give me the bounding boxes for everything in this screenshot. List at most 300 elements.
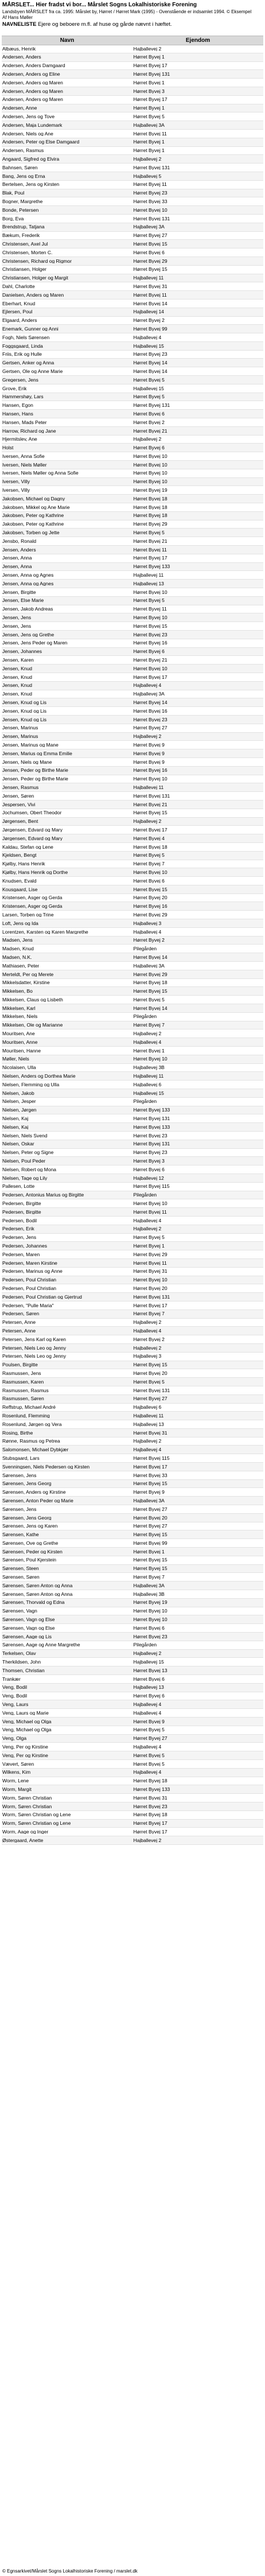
cell-name: Jensen, Jens — [2, 623, 32, 629]
cell-name: Jakobsen, Michael og Dagny — [2, 496, 65, 502]
table-row — [2, 818, 263, 826]
table-row — [2, 1582, 263, 1590]
cell-name: Christensen, Morten C. — [2, 250, 53, 255]
table-row — [2, 979, 263, 988]
table-row — [2, 257, 263, 266]
cell-property: Hørret Byvej 10 — [133, 471, 167, 476]
cell-property: Hajballevej 13 — [133, 1421, 164, 1427]
cell-property: Hørret Byvej 10 — [133, 453, 167, 459]
cell-property: Hajballevej 15 — [133, 1090, 164, 1096]
table-row — [2, 223, 263, 232]
cell-name: Jensen, Jens og Grethe — [2, 632, 54, 638]
cell-name: Worm, Lene — [2, 1778, 29, 1784]
cell-name: Rasmussen, Søren — [2, 1396, 44, 1401]
cell-property: Hørret Byvej 11 — [133, 547, 167, 553]
cell-property: Hørret Byvej 9 — [133, 742, 165, 748]
table-row — [2, 1633, 263, 1641]
list-label: NAVNELISTE — [2, 21, 37, 28]
cell-property: Hørret Byvej 27 — [133, 233, 167, 238]
cell-name: Veng, Michael og Olga — [2, 1727, 52, 1732]
cell-name: Mikkelsen, Bo — [2, 989, 33, 994]
table-row — [2, 605, 263, 614]
cell-property: Hørret Byvej 23 — [133, 1150, 167, 1155]
table-row — [2, 333, 263, 342]
cell-name: Mikkelsen, Karl — [2, 1005, 36, 1011]
table-row — [2, 1268, 263, 1276]
table-row — [2, 469, 263, 478]
cell-name: Petersen, Niels Leo og Jenny — [2, 1345, 67, 1351]
cell-property: Hørret Byvej 5 — [133, 1761, 165, 1767]
table-row — [2, 902, 263, 911]
cell-property: Hajballevej 2 — [133, 1226, 162, 1231]
cell-name: Brendstrup, Tatjana — [2, 224, 45, 230]
cell-name: Pedersen, Poul Christian — [2, 1277, 57, 1283]
cell-name: Kaldau, Stefan og Lene — [2, 844, 53, 850]
table-row — [2, 1539, 263, 1548]
cell-property: Hajballevej 4 — [133, 1447, 162, 1452]
table-row — [2, 436, 263, 444]
cell-name: Hansen, Hans — [2, 411, 33, 417]
cell-name: Kjølby, Hans Henrik og Dorthe — [2, 869, 68, 875]
cell-property: Hørret Byvej 1 — [133, 106, 165, 111]
table-row — [2, 546, 263, 554]
cell-name: Nielsen, Kaj — [2, 1116, 29, 1121]
cell-property: Hajballevej 12 — [133, 1175, 164, 1181]
cell-name: Veng, Per og Kirstine — [2, 1753, 48, 1758]
cell-name: Eberhart, Knud — [2, 301, 36, 306]
table-row — [2, 1514, 263, 1522]
table-row — [2, 1344, 263, 1353]
cell-name: Jensen, Knud og Lis — [2, 708, 47, 714]
cell-name: Jochumsen, Obert Theodor — [2, 810, 62, 815]
cell-property: Hørret Byvej 10 — [133, 869, 167, 875]
table-row — [2, 860, 263, 869]
table-row — [2, 1650, 263, 1658]
table-row — [2, 1149, 263, 1157]
cell-name: Jensen, Marinus — [2, 734, 38, 739]
cell-name: Albæus, Henrik — [2, 46, 36, 52]
cell-name: Mikkelsen, Ole og Marianne — [2, 1023, 63, 1028]
table-row — [2, 826, 263, 834]
table-row — [2, 1183, 263, 1191]
table-header — [2, 36, 263, 45]
table-row — [2, 1675, 263, 1684]
cell-property: Hørret Byvej 99 — [133, 1540, 167, 1546]
table-row — [2, 232, 263, 240]
table-row — [2, 987, 263, 996]
cell-property: Hørret Byvej 7 — [133, 1023, 165, 1028]
table-row — [2, 121, 263, 130]
cell-property: Hørret Byvej 1 — [133, 1048, 165, 1054]
cell-property: Hørret Byvej 18 — [133, 1778, 167, 1784]
cell-name: Andersen, Jens og Tove — [2, 114, 55, 119]
table-row — [2, 792, 263, 801]
table-row — [2, 1573, 263, 1582]
table-row — [2, 1276, 263, 1285]
table-row — [2, 1064, 263, 1073]
cell-name: Mikkelsen, Claus og Lisbeth — [2, 997, 63, 1003]
table-row — [2, 342, 263, 351]
table-row — [2, 1505, 263, 1514]
cell-property: Hørret Byvej 19 — [133, 488, 167, 493]
cell-property: Hørret Byvej 5 — [133, 1753, 165, 1758]
cell-property: Hørret Byvej 7 — [133, 861, 165, 867]
cell-property: Hørret Byvej 14 — [133, 368, 167, 374]
table-row — [2, 418, 263, 427]
cell-property: Hajballevej 4 — [133, 683, 162, 688]
cell-property: Hørret Byvej 131 — [133, 216, 170, 222]
cell-name: Christensen, Axel Jul — [2, 241, 48, 247]
table-row — [2, 665, 263, 673]
cell-property: Hørret Byvej 11 — [133, 1260, 167, 1266]
cell-property: Hørret Byvej 14 — [133, 301, 167, 306]
cell-property: Hørret Byvej 21 — [133, 802, 167, 807]
cell-name: Veng, Per og Kirstine — [2, 1744, 48, 1750]
table-row — [2, 1454, 263, 1463]
cell-name: Sørensen, Aage og Anne Margrethe — [2, 1642, 80, 1648]
table-row — [2, 112, 263, 121]
cell-property: Hørret Byvej 15 — [133, 267, 167, 272]
table-row — [2, 1123, 263, 1132]
cell-name: Kjeldsen, Bengt — [2, 853, 37, 858]
cell-property: Hørret Byvej 11 — [133, 607, 167, 612]
cell-name: Rasmussen, Jens — [2, 1370, 41, 1376]
cell-property: Hørret Byvej 4 — [133, 836, 165, 841]
cell-property: Hørret Byvej 5 — [133, 530, 165, 535]
table-row — [2, 1284, 263, 1293]
table-row — [2, 580, 263, 588]
cell-name: Pedersen, Birgitte — [2, 1209, 41, 1215]
cell-name: Hammershøy, Lars — [2, 394, 44, 399]
cell-name: Iversen, Anna Sofie — [2, 453, 45, 459]
table-row — [2, 87, 263, 96]
table-row — [2, 1404, 263, 1412]
cell-property: Pilegården — [133, 1014, 157, 1019]
cell-name: Jensen, Rasmus — [2, 784, 39, 790]
table-row — [2, 970, 263, 979]
cell-property: Hajballevej 2 — [133, 1651, 162, 1656]
cell-property: Hajballevej 4 — [133, 1218, 162, 1223]
cell-property: Hørret Byvej 17 — [133, 1464, 167, 1470]
cell-property: Hørret Byvej 11 — [133, 292, 167, 298]
cell-name: Worm, Aage og Inger — [2, 1829, 49, 1835]
table-row — [2, 852, 263, 860]
table-row — [2, 401, 263, 410]
table-row — [2, 427, 263, 436]
cell-property: Hajballevej 4 — [133, 335, 162, 340]
cell-property: Hørret Byvej 27 — [133, 1736, 167, 1741]
cell-name: Veng, Laurs — [2, 1702, 29, 1707]
table-row — [2, 843, 263, 852]
table-row — [2, 1522, 263, 1531]
table-row — [2, 96, 263, 104]
table-row — [2, 503, 263, 512]
cell-property: Hørret Byvej 115 — [133, 1184, 170, 1189]
cell-property: Hørret Byvej 133 — [133, 1124, 170, 1130]
cell-property: Hørret Byvej 15 — [133, 989, 167, 994]
cell-property: Hajballevej 2 — [133, 819, 162, 824]
cell-name: Petersen, Niels Leo og Jenny — [2, 1354, 67, 1359]
cell-property: Hajballevej 3 — [133, 1354, 162, 1359]
cell-name: Pedersen, Maren — [2, 1252, 40, 1257]
cell-name: Wilkens, Kim — [2, 1770, 31, 1775]
cell-name: Sørensen, Steen — [2, 1566, 39, 1571]
cell-name: Lorentzen, Karsten og Karen Margrethe — [2, 929, 88, 935]
cell-property: Hørret Byvej 131 — [133, 1141, 170, 1147]
cell-property: Hørret Byvej 14 — [133, 1005, 167, 1011]
cell-property: Hørret Byvej 17 — [133, 63, 167, 68]
cell-name: Jespersen, Vivi — [2, 802, 36, 807]
cell-name: Nielsen, Niels Svend — [2, 1133, 48, 1139]
cell-property: Hørret Byvej 15 — [133, 1532, 167, 1537]
table-row — [2, 172, 263, 181]
cell-property: Hørret Byvej 16 — [133, 904, 167, 909]
table-row — [2, 155, 263, 164]
table-row — [2, 631, 263, 639]
table-row — [2, 775, 263, 784]
table-row — [2, 1319, 263, 1327]
cell-name: Worm, Søren Christian — [2, 1804, 52, 1809]
table-row — [2, 1802, 263, 1811]
table-row — [2, 1106, 263, 1115]
table-row — [2, 1735, 263, 1743]
table-row — [2, 724, 263, 733]
table-row — [2, 1021, 263, 1030]
table-row — [2, 1641, 263, 1650]
cell-property: Hørret Byvej 21 — [133, 428, 167, 433]
cell-property: Hørret Byvej 17 — [133, 1829, 167, 1835]
cell-property: Hørret Byvej 20 — [133, 895, 167, 900]
cell-property: Hørret Byvej 1 — [133, 80, 165, 86]
cell-name: Hjermitslev, Ane — [2, 437, 37, 442]
cell-name: Jakobsen, Torben og Jette — [2, 530, 60, 535]
table-row — [2, 1055, 263, 1064]
table-row — [2, 1700, 263, 1709]
cell-name: Møller, Niels — [2, 1056, 29, 1062]
cell-name: Sørensen, Peder og Kirsten — [2, 1549, 63, 1555]
cell-property: Hajballevej 13 — [133, 581, 164, 586]
table-row — [2, 919, 263, 928]
cell-name: Andersen, Rasmus — [2, 148, 44, 153]
cell-property: Hørret Byvej 10 — [133, 462, 167, 468]
table-row — [2, 885, 263, 894]
cell-name: Jensen, Jens — [2, 615, 32, 620]
cell-property: Hørret Byvej 9 — [133, 751, 165, 756]
cell-property: Hørret Byvej 10 — [133, 1277, 167, 1283]
cell-name: Dahl, Charlotte — [2, 283, 35, 289]
table-row — [2, 1029, 263, 1038]
cell-name: Nielsen, Poul Peder — [2, 1159, 46, 1164]
table-row — [2, 240, 263, 248]
cell-name: Jørgensen, Edvard og Mary — [2, 827, 63, 833]
cell-property: Hørret Byvej 1 — [133, 148, 165, 153]
table-row — [2, 1480, 263, 1489]
cell-property: Hajballevej 2 — [133, 734, 162, 739]
cell-name: Harrow, Richard og Jane — [2, 428, 56, 433]
cell-name: Østergaard, Anette — [2, 1837, 44, 1843]
cell-name: Andersen, Anders — [2, 55, 41, 60]
table-row — [2, 325, 263, 333]
table-row — [2, 1242, 263, 1250]
table-row — [2, 1624, 263, 1633]
cell-name: Veng, Laurs og Marie — [2, 1710, 49, 1716]
cell-property: Hørret Byvej 11 — [133, 182, 167, 187]
cell-property: Hørret Byvej 16 — [133, 768, 167, 773]
cell-name: Angaard, Sigfred og Elvira — [2, 157, 60, 162]
table-row — [2, 1692, 263, 1701]
cell-property: Hajballevej 2 — [133, 437, 162, 442]
cell-property: Hajballevej 2 — [133, 1320, 162, 1325]
cell-name: Jensen, Jens Peder og Maren — [2, 640, 68, 646]
table-row — [2, 45, 263, 53]
cell-property: Hørret Byvej 10 — [133, 207, 167, 213]
cell-name: Andersen, Peter og Else Damgaard — [2, 139, 80, 145]
table-row — [2, 1047, 263, 1055]
table-row — [2, 554, 263, 563]
cell-property: Hørret Byvej 17 — [133, 1821, 167, 1826]
cell-property: Hørret Byvej 5 — [133, 394, 165, 399]
cell-property: Hørret Byvej 14 — [133, 954, 167, 960]
table-row — [2, 197, 263, 206]
cell-property: Hørret Byvej 10 — [133, 589, 167, 595]
cell-name: Jensen, Karen — [2, 658, 34, 663]
cell-property: Hørret Byvej 13 — [133, 1668, 167, 1673]
cell-property: Hajballevej 3B — [133, 1065, 165, 1070]
cell-property: Hørret Byvej 131 — [133, 793, 170, 799]
cell-name: Pedersen, "Pulle Maria" — [2, 1303, 54, 1308]
cell-name: Mouritsen, Anne — [2, 1039, 38, 1045]
table-row — [2, 1420, 263, 1429]
table-row — [2, 1769, 263, 1777]
cell-property: Hørret Byvej 5 — [133, 598, 165, 603]
cell-property: Hørret Byvej 23 — [133, 632, 167, 638]
table-row — [2, 104, 263, 113]
cell-name: Jensen, Jakob Andreas — [2, 607, 53, 612]
cell-property: Hørret Byvej 10 — [133, 1617, 167, 1622]
cell-name: Worm, Søren Christian og Lene — [2, 1821, 71, 1826]
table-row — [2, 1471, 263, 1480]
cell-name: Sørensen, Thorvald og Edna — [2, 1600, 65, 1605]
table-row — [2, 1310, 263, 1319]
table-row — [2, 537, 263, 546]
cell-name: Pallesen, Lotte — [2, 1184, 35, 1189]
cell-property: Hørret Byvej 14 — [133, 700, 167, 705]
table-row — [2, 1157, 263, 1165]
cell-name: Jensen, Knud og Lis — [2, 700, 47, 705]
cell-property: Hajballevej 11 — [133, 1413, 164, 1419]
cell-property: Hørret Byvej 20 — [133, 1515, 167, 1520]
cell-name: Sørensen, Jens Georg — [2, 1481, 52, 1486]
cell-property: Hajballevej 3B — [133, 1591, 165, 1597]
table-row — [2, 996, 263, 1004]
table-row — [2, 1446, 263, 1454]
table-row — [2, 62, 263, 71]
table-row — [2, 1234, 263, 1242]
table-row — [2, 384, 263, 393]
cell-property: Hørret Byvej 16 — [133, 708, 167, 714]
cell-name: Petersen, Anne — [2, 1320, 36, 1325]
cell-property: Hørret Byvej 11 — [133, 131, 167, 137]
table-row — [2, 1250, 263, 1259]
cell-name: Trankær — [2, 1676, 21, 1682]
cell-property: Hørret Byvej 20 — [133, 1370, 167, 1376]
cell-property: Hørret Byvej 18 — [133, 980, 167, 985]
cell-name: Enemark, Gunner og Anni — [2, 326, 59, 332]
cell-name: Kristensen, Asger og Gerda — [2, 895, 63, 900]
header-description-line — [2, 21, 263, 28]
cell-property: Hajballevej 15 — [133, 343, 164, 349]
table-row — [2, 1361, 263, 1370]
cell-name: Jensen, Else Marie — [2, 598, 44, 603]
cell-name: Nielsen, Kaj — [2, 1124, 29, 1130]
table-row — [2, 1072, 263, 1081]
cell-name: Merteldt, Per og Merete — [2, 972, 54, 977]
cell-name: Rosenlund, Flemming — [2, 1413, 50, 1419]
cell-name: Bertelsen, Jens og Kirsten — [2, 182, 60, 187]
cell-property: Hørret Byvej 1 — [133, 1244, 165, 1249]
header-author: Af Hans Møller — [2, 15, 33, 20]
cell-property: Hørret Byvej 10 — [133, 615, 167, 620]
table-row — [2, 1225, 263, 1234]
table-row — [2, 801, 263, 809]
cell-name: Jensen, Anna og Agnes — [2, 573, 54, 578]
cell-property: Hørret Byvej 6 — [133, 1625, 165, 1631]
cell-property: Hørret Byvej 131 — [133, 1294, 170, 1300]
table-row — [2, 1530, 263, 1539]
table-row — [2, 282, 263, 291]
cell-name: Jensen, Niels og Mane — [2, 759, 52, 765]
cell-name: Jensen, Marinus og Mane — [2, 742, 59, 748]
cell-name: Bonde, Petersen — [2, 207, 39, 213]
table-row — [2, 834, 263, 843]
cell-property: Hørret Byvej 23 — [133, 352, 167, 357]
cell-name: Ejlersen, Poul — [2, 309, 33, 314]
cell-property: Hørret Byvej 18 — [133, 844, 167, 850]
cell-name: Borg, Eva — [2, 216, 24, 222]
table-row — [2, 1301, 263, 1310]
cell-property: Hajballevej 3A — [133, 224, 165, 230]
cell-name: Rasmussen, Karen — [2, 1379, 44, 1385]
table-row — [2, 588, 263, 597]
table-row — [2, 359, 263, 367]
cell-name: Andersen, Anders og Eline — [2, 72, 60, 77]
cell-name: Jensen, Søren — [2, 793, 34, 799]
table-row — [2, 1199, 263, 1208]
cell-name: Iversen, Niels Møller og Anna Sofie — [2, 471, 79, 476]
cell-name: Sørensen, Søren Anton og Anna — [2, 1591, 73, 1597]
cell-name: Andersen, Anders og Maren — [2, 88, 63, 94]
cell-property: Hørret Byvej 15 — [133, 623, 167, 629]
cell-property: Hajballevej 2 — [133, 157, 162, 162]
table-row — [2, 716, 263, 724]
cell-property: Pilegården — [133, 1192, 157, 1198]
table-row — [2, 291, 263, 300]
cell-property: Hørret Byvej 7 — [133, 1311, 165, 1316]
cell-property: Hørret Byvej 9 — [133, 1719, 165, 1724]
table-row — [2, 1794, 263, 1802]
cell-property: Hørret Byvej 15 — [133, 810, 167, 815]
table-row — [2, 1488, 263, 1497]
cell-property: Hørret Byvej 5 — [133, 114, 165, 119]
cell-name: Christiansen, Holger og Margit — [2, 275, 68, 281]
cell-property: Hørret Byvej 29 — [133, 522, 167, 527]
table-row — [2, 1684, 263, 1692]
cell-name: Vævert, Søren — [2, 1761, 34, 1767]
table-row — [2, 1437, 263, 1446]
cell-name: Andersen, Anders Damgaard — [2, 63, 65, 68]
cell-name: Sørensen, Poul Kjerstein — [2, 1557, 57, 1563]
table-row — [2, 571, 263, 580]
